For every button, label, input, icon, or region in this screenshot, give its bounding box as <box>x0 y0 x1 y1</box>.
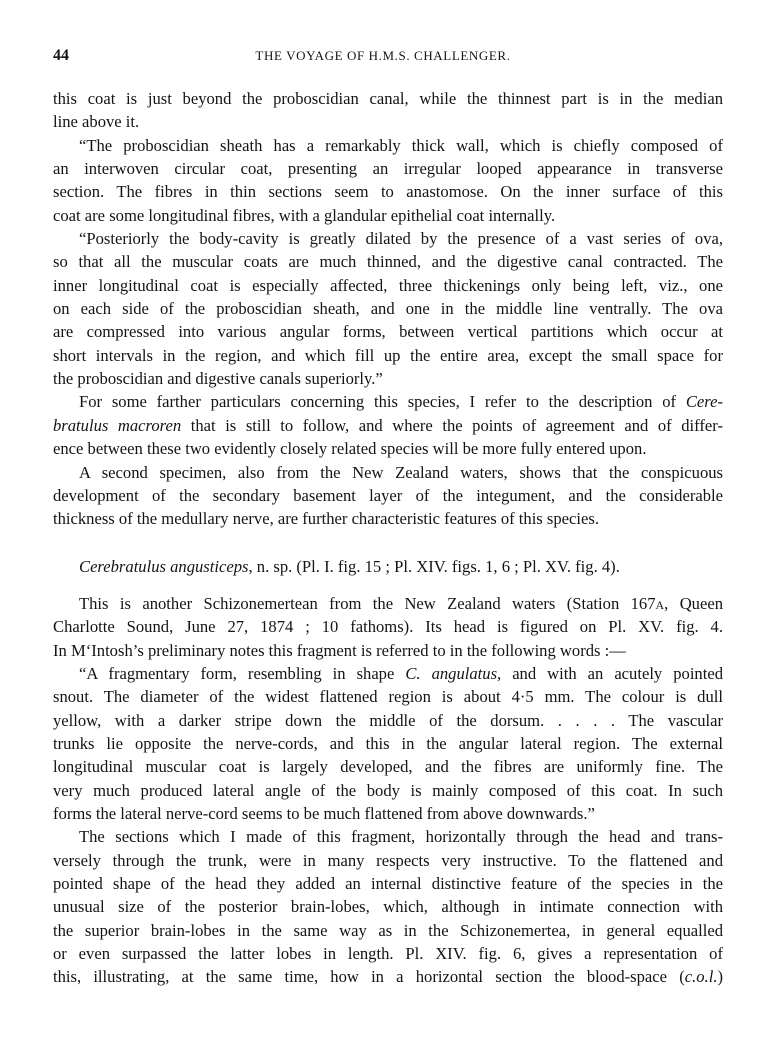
text-line: pointed shape of the head they added an internal distinctive feature of the species in the <box>53 874 723 893</box>
text-line: thickness of the medullary nerve, are further characteristic features of this species. <box>53 509 599 529</box>
text-line: development of the secondary basement layer of the integument, and the considerable <box>53 485 723 505</box>
text-line: coat are some longitudinal fibres, with a glandular epithelial coat internally. <box>53 205 556 225</box>
page-number: 44 <box>53 47 69 64</box>
running-head: THE VOYAGE OF H.M.S. CHALLENGER. <box>255 48 511 63</box>
text-line: “The proboscidian sheath has a remarkably thick wall, which is chiefly composed of <box>79 135 723 155</box>
heading-refs: , n. sp. (Pl. I. fig. 15 ; Pl. XIV. figs. 1, 6 ; Pl. XV. fig. 4). <box>248 556 620 576</box>
text-line: so that all the muscular coats are much thinned, and the digestive canal contracted. The <box>53 252 723 272</box>
text-line: unusual size of the posterior brain-lobes, which, although in intimate connection with <box>53 897 723 917</box>
text-line: this coat is just beyond the proboscidian canal, while the thinnest part is in the median <box>53 89 723 108</box>
text-run: This is another Schizonemertean from the New Zealand waters (Station 167 <box>79 593 656 613</box>
text-line: on each side of the proboscidian sheath, and one in the middle line ventrally. The ova <box>53 299 723 319</box>
text-line: section. The fibres in thin sections seem to anastomose. On the inner surface of this <box>53 182 723 202</box>
text-line: are compressed into various angular forms, between vertical partitions which occur at <box>53 322 723 342</box>
text-line: yellow, with a darker stripe down the middle of the dorsum. . . . . The vascular <box>53 710 723 730</box>
text-line: The sections which I made of this fragment, horizontally through the head and trans- <box>79 827 723 847</box>
species-name: bratulus macroren <box>53 415 182 435</box>
text-line <box>53 592 723 615</box>
text-line: short intervals in the region, and which fill up the entire area, except the small space for <box>53 345 723 365</box>
text-run: that is still to follow, and where the points of agreement and of differ- <box>181 415 724 435</box>
text-line: ence between these two evidently closely related species will be more fully entered upon. <box>53 439 647 459</box>
text-run: , Queen <box>664 593 724 613</box>
text-line: forms the lateral nerve-cord seems to be much flattened from above downwards.” <box>53 803 595 823</box>
species-name: C. angulatus, <box>405 663 502 683</box>
text-line: In M‘Intosh’s preliminary notes this fragment is referred to in the following words :— <box>53 640 626 660</box>
text-line: line above it. <box>53 112 140 132</box>
text-line <box>53 414 723 437</box>
text-line: an interwoven circular coat, presenting an irregular looped appearance in transverse <box>53 159 723 179</box>
text-line: Charlotte Sound, June 27, 1874 ; 10 fathoms). Its head is figured on Pl. XV. fig. 4. <box>53 617 723 637</box>
text-run: For some farther particulars concerning this species, I refer to the description of <box>79 392 686 412</box>
species-name: Cere- <box>685 392 723 412</box>
text-line: or even surpassed the latter lobes in length. Pl. XIV. fig. 6, gives a representation of <box>53 944 723 964</box>
figure-label: c.o.l. <box>684 967 718 987</box>
text-run: and with an acutely pointed <box>501 663 723 683</box>
text-line: “Posteriorly the body-cavity is greatly dilated by the presence of a vast series of ova, <box>79 229 723 249</box>
text-line: very much produced lateral angle of the body is mainly composed of this coat. In such <box>53 780 723 800</box>
text-run: this, illustrating, at the same time, how in a horizontal section the blood-space ( <box>53 967 685 987</box>
text-run: “A fragmentary form, resembling in shape <box>79 663 406 683</box>
text-line <box>53 662 723 685</box>
species-name: Cerebratulus angusticeps <box>79 556 249 576</box>
text-line: inner longitudinal coat is especially affected, three thickenings only being left, viz., one <box>53 275 723 295</box>
text-line <box>53 390 723 413</box>
text-line: trunks lie opposite the nerve-cords, and this in the angular lateral region. The external <box>53 733 723 753</box>
text-line <box>53 965 723 988</box>
small-cap: A <box>655 597 665 612</box>
section-heading <box>53 555 723 578</box>
text-line: versely through the trunk, were in many respects very instructive. To the flattened and <box>53 850 723 870</box>
text-line: A second specimen, also from the New Zealand waters, shows that the conspicuous <box>79 462 723 482</box>
text-run: ) <box>717 967 723 987</box>
text-line: the superior brain-lobes in the same way as in the Schizonemertea, in general equalled <box>53 920 723 940</box>
text-line: longitudinal muscular coat is largely developed, and the fibres are uniformly fine. The <box>53 757 723 777</box>
text-line: the proboscidian and digestive canals superiorly.” <box>53 369 383 389</box>
text-line: snout. The diameter of the widest flattened region is about 4·5 mm. The colour is dull <box>53 687 723 707</box>
page-body <box>53 87 723 989</box>
